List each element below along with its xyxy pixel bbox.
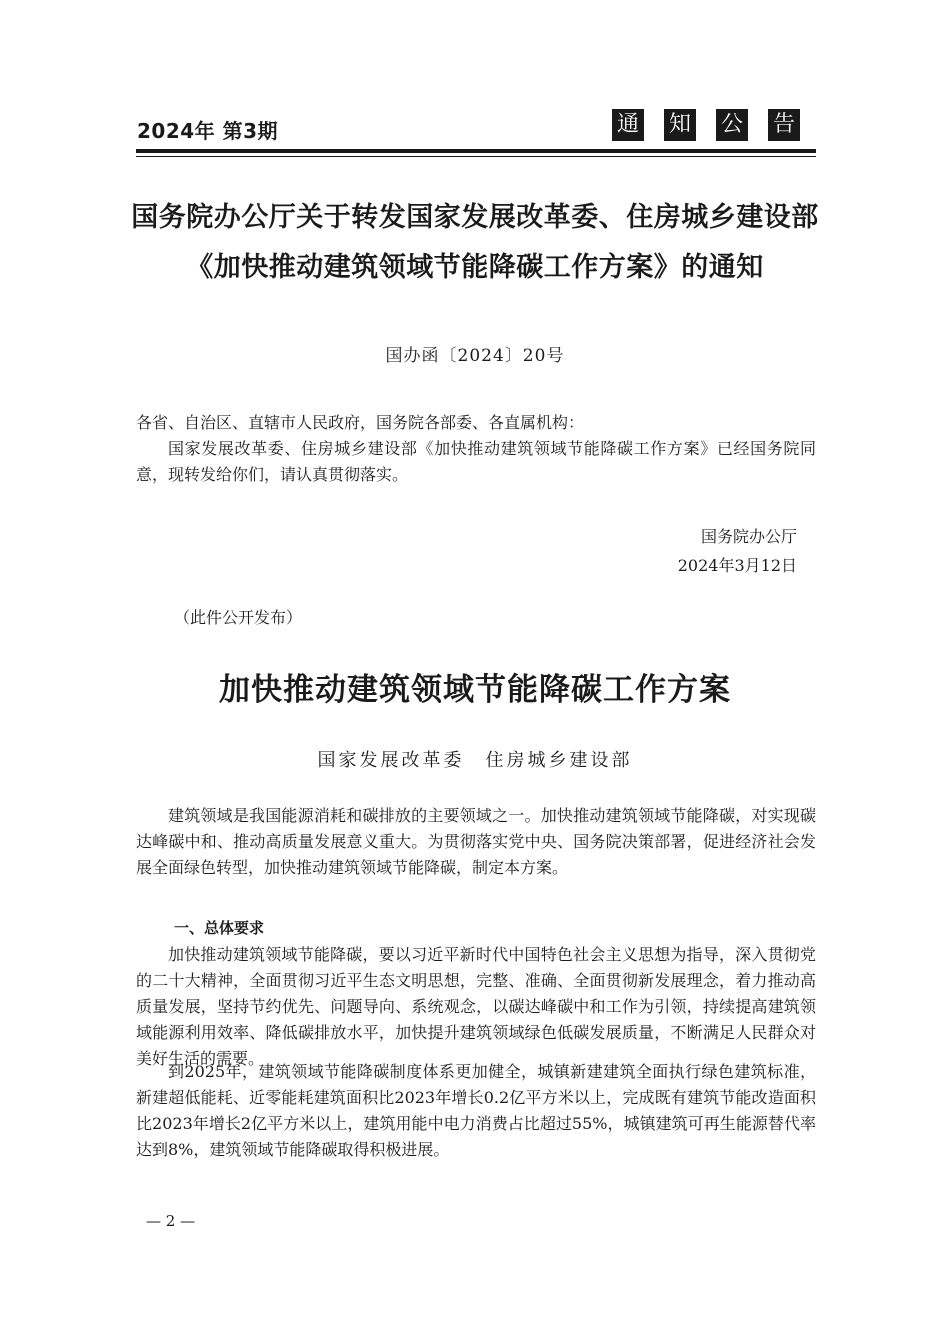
issue-label: 2024年 第3期	[137, 119, 279, 143]
publish-note: （此件公开发布）	[174, 608, 303, 627]
header-rule-thin	[136, 156, 816, 157]
signature-date: 2024年3月12日	[677, 556, 797, 575]
section-tag-char: 公	[716, 109, 748, 141]
section-tag-char: 知	[664, 109, 696, 141]
section-heading: 一、总体要求	[174, 919, 265, 937]
plan-intro: 建筑领域是我国能源消耗和碳排放的主要领域之一。加快推动建筑领域节能降碳，对实现碳达峰碳中和、推动高质量发展意义重大。为贯彻落实党中央、国务院决策部署，促进经济社会发展全面绿色转型，加快推动建筑领域节能降碳，制定本方案。	[136, 806, 816, 877]
notice-body: 国家发展改革委、住房城乡建设部《加快推动建筑领域节能降碳工作方案》已经国务院同意，现转发给你们，请认真贯彻落实。	[136, 439, 816, 484]
page-number: — 2 —	[146, 1212, 196, 1230]
section-tag-char: 告	[768, 109, 800, 141]
plan-title: 加快推动建筑领域节能降碳工作方案	[219, 672, 731, 708]
document-number: 国办函〔2024〕20号	[385, 346, 565, 366]
signer: 国务院办公厅	[700, 527, 797, 546]
signature-block	[678, 522, 797, 580]
salutation: 各省、自治区、直辖市人民政府，国务院各部委、各直属机构：	[136, 413, 585, 432]
section-paragraph: 到2025年，建筑领域节能降碳制度体系更加健全，城镇新建建筑全面执行绿色建筑标准，新建超低能耗、近零能耗建筑面积比2023年增长0.2亿平方米以上，完成既有建筑节能改造面积比2023年增长2亿平方米以上，建筑用能中电力消费占比超过55%，城镇建筑可再生能源替代率达到8%，建筑领域节能降碳取得积极进展。	[136, 1062, 816, 1159]
section-paragraph: 加快推动建筑领域节能降碳，要以习近平新时代中国特色社会主义思想为指导，深入贯彻党的二十大精神，全面贯彻习近平生态文明思想，完整、准确、全面贯彻新发展理念，着力推动高质量发展，坚持节约优先、问题导向、系统观念，以碳达峰碳中和工作为引领，持续提高建筑领域能源利用效率、降低碳排放水平，加快提升建筑领域绿色低碳发展质量，不断满足人民群众对美好生活的需要。	[136, 945, 816, 1068]
section-tag-char: 通	[612, 109, 644, 141]
header-rule-thick	[136, 149, 816, 153]
section-tag	[612, 109, 800, 141]
notice-title	[100, 193, 850, 293]
notice-title-line2: 《加快推动建筑领域节能降碳工作方案》的通知	[186, 252, 764, 283]
notice-title-line1: 国务院办公厅关于转发国家发展改革委、住房城乡建设部	[131, 202, 819, 233]
plan-authors: 国家发展改革委 住房城乡建设部	[317, 750, 633, 771]
